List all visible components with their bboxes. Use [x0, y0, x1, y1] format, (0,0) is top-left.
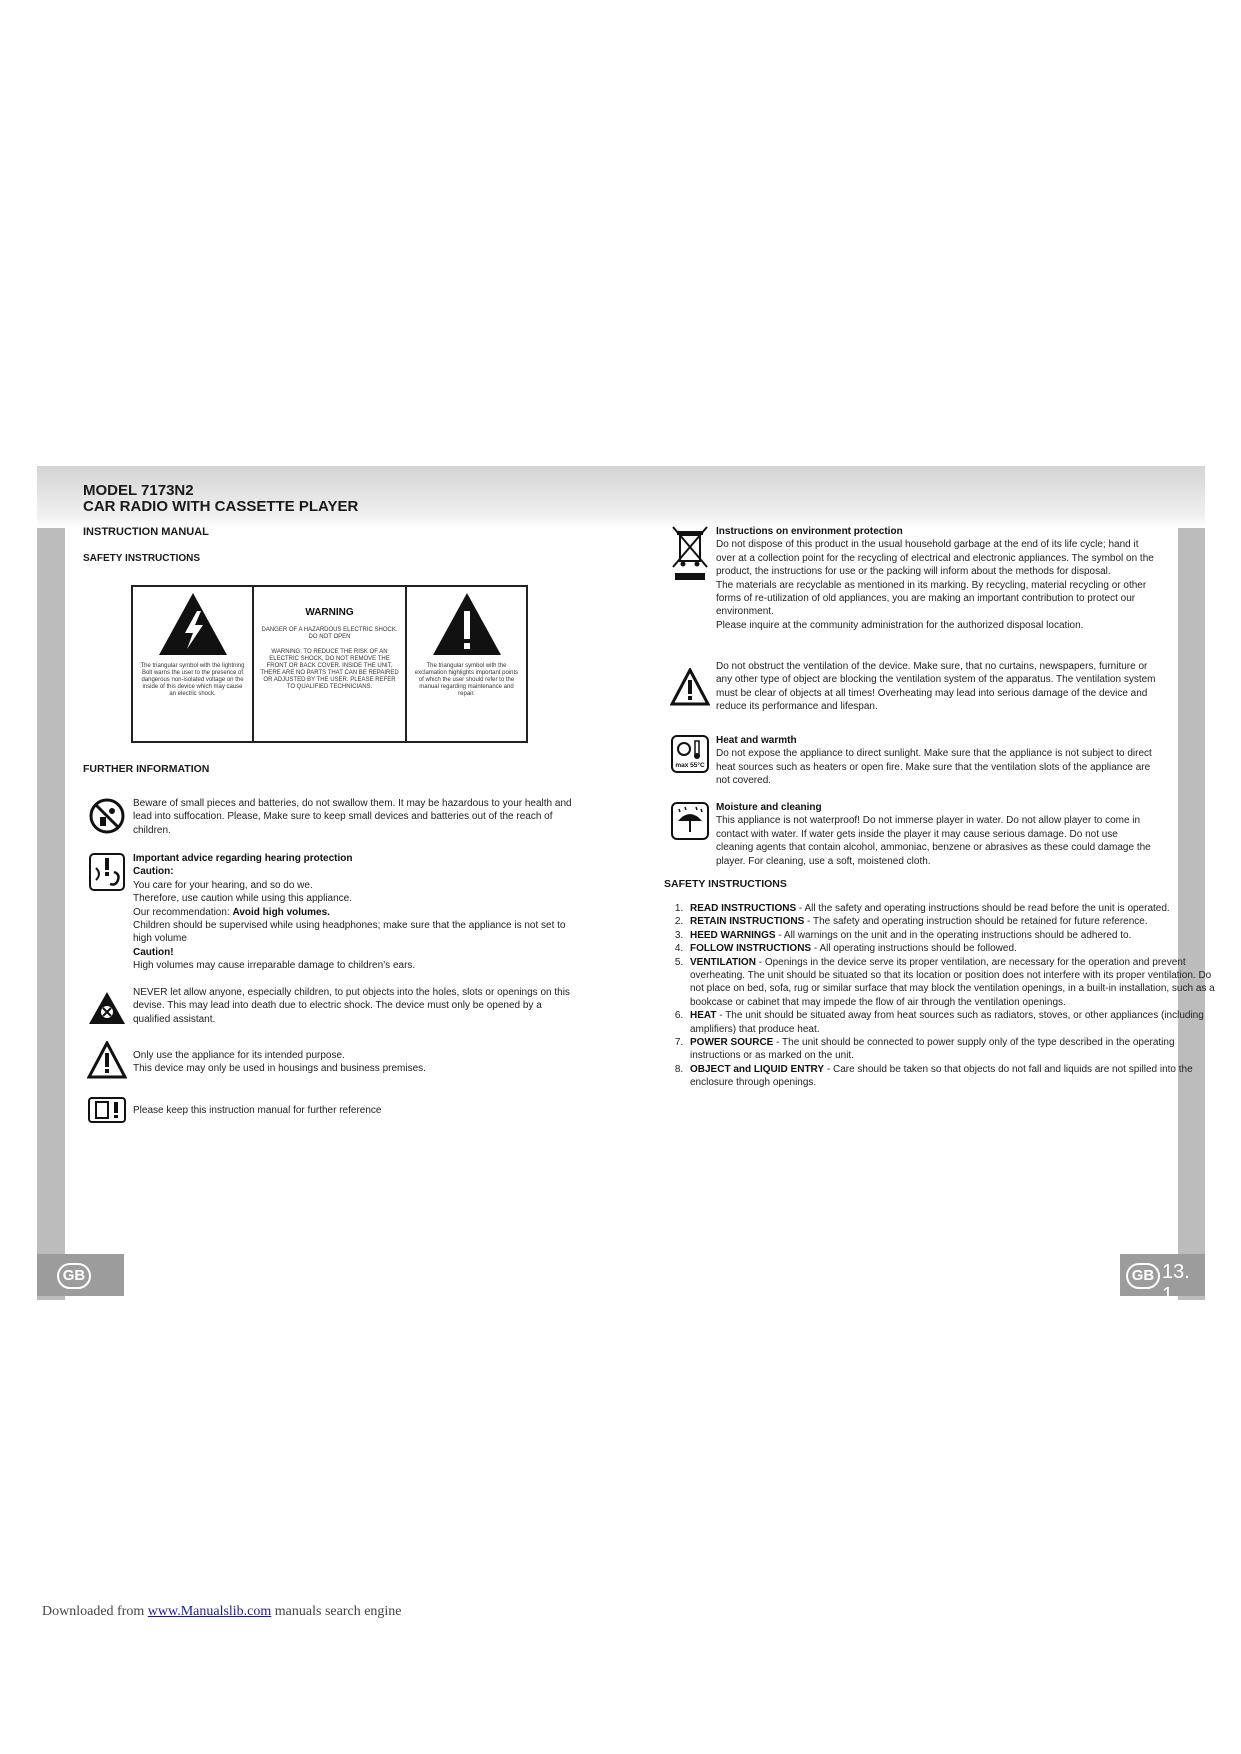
safety-list-item: [686, 956, 1226, 1010]
objects-notice: [81, 986, 621, 1026]
warning-danger-text: DANGER OF A HAZARDOUS ELECTRIC SHOCK. DO NOT OPEN: [261, 627, 398, 640]
safety-item-text: - Care should be taken so that objects do not fall and liquids are not spilled into the enclosure through openings.: [690, 1063, 1193, 1089]
shock-hazard-icon: [81, 986, 133, 1026]
heat-notice: [664, 734, 1204, 788]
footer-suffix: manuals search engine: [271, 1604, 402, 1619]
download-footer: [42, 1604, 402, 1620]
warning-title: WARNING: [305, 607, 354, 618]
hearing-line-2: Therefore, use caution while using this appliance.: [133, 893, 353, 905]
weee-bin-icon: [664, 525, 716, 632]
warning-box: [131, 585, 528, 743]
hearing-caution-2: Caution!: [133, 946, 174, 958]
heat-icon: [664, 734, 716, 788]
safety-instructions-heading-left: SAFETY INSTRUCTIONS: [83, 553, 201, 564]
instruction-manual-heading: INSTRUCTION MANUAL: [83, 526, 209, 538]
environment-notice: [664, 525, 1204, 632]
product-name: CAR RADIO WITH CASSETTE PLAYER: [83, 498, 359, 515]
manual-spread: [37, 466, 1215, 1306]
safety-instructions-list: [665, 902, 1226, 1090]
warning-exclamation-column: [407, 587, 526, 741]
hearing-line-3-bold: Avoid high volumes.: [232, 906, 330, 918]
manualslib-link[interactable]: www.Manualslib.com: [147, 1604, 272, 1619]
intended-use-warning-icon: [81, 1041, 133, 1079]
right-page-badge: [1120, 1254, 1205, 1306]
intended-use-line-1: Only use the appliance for its intended purpose.: [133, 1050, 345, 1061]
exclamation-caption: The triangular symbol with the exclamation highlights important points of which the user should refer to the manual regarding maintenance and repair.: [414, 663, 519, 697]
safety-item-text: - The unit should be connected to power supply only of the type described in the operating instructions or as marked on the unit.: [690, 1037, 1175, 1062]
moisture-title: Moisture and cleaning: [716, 802, 822, 813]
warning-lightning-column: [133, 587, 252, 741]
hearing-line-3-prefix: Our recommendation:: [133, 906, 233, 918]
intended-use-line-2: This device may only be used in housings and business premises.: [133, 1063, 426, 1075]
safety-item-title: HEED WARNINGS: [690, 929, 776, 941]
safety-item-title: POWER SOURCE: [690, 1037, 774, 1049]
page-title: [83, 483, 358, 515]
safety-list-item: [686, 942, 1226, 955]
safety-list-item: [686, 902, 1226, 915]
warning-text-column: [252, 587, 407, 741]
environment-title: Instructions on environment protection: [716, 526, 903, 537]
moisture-icon: [664, 801, 716, 868]
environment-paragraph-3: Please inquire at the community administration for the authorized disposal location.: [716, 619, 1084, 631]
moisture-notice: [664, 801, 1204, 868]
safety-list-item: [686, 1063, 1226, 1090]
safety-item-title: VENTILATION: [690, 956, 756, 968]
hearing-protection-notice: [81, 852, 621, 973]
safety-item-title: READ INSTRUCTIONS: [690, 903, 797, 914]
small-parts-notice: [81, 797, 621, 837]
safety-item-title: FOLLOW INSTRUCTIONS: [690, 943, 812, 955]
ventilation-text: Do not obstruct the ventilation of the device. Make sure, that no curtains, newspapers, furniture or any other type of object are blocking the ventilation system of the apparatus. The ventilation system must be clear of objects at all times! Overheating may lead into serious damage of the device and reduce its performance and lifespan.: [716, 661, 1156, 713]
safety-list-item: [686, 1036, 1226, 1063]
footer-prefix: Downloaded from: [42, 1604, 148, 1619]
intended-use-notice: [81, 1041, 621, 1079]
heat-icon-label: max 55°C: [675, 762, 705, 769]
safety-list-item: [686, 929, 1226, 942]
ventilation-notice: [664, 660, 1204, 714]
further-information-heading: FURTHER INFORMATION: [83, 763, 210, 775]
objects-text: NEVER let allow anyone, especially children, to put objects into the holes, slots or openings on this devise. This may lead into death due to electric shock. The device must only be opened by a qualified assistant.: [133, 987, 570, 1025]
lightning-caption: The triangular symbol with the lightning Bolt warns the user to the presence of dangerous non-isolated voltage on the inside of this device which may cause an electric shock.: [140, 663, 245, 697]
lightning-triangle-icon: [157, 591, 229, 657]
safety-item-title: HEAT: [690, 1010, 717, 1022]
safety-list-item: [686, 1009, 1226, 1036]
left-page-badge: [37, 1254, 124, 1296]
model-number: MODEL 7173N2: [83, 482, 194, 499]
safety-item-title: OBJECT and LIQUID ENTRY: [690, 1063, 825, 1075]
page-number: 13. 1: [1162, 1261, 1190, 1306]
exclamation-triangle-icon: [431, 591, 503, 657]
environment-paragraph-2: The materials are recyclable as mentioned in its marking. By recycling, material recycling or other forms of re-utilization of old appliances, you are making an important contribution to protect our environment.: [716, 579, 1147, 618]
warning-body-text: WARNING: TO REDUCE THE RISK OF AN ELECTRIC SHOCK, DO NOT REMOVE THE FRONT OR BACK COVER. INSIDE THE UNIT, THERE ARE NO PARTS THAT CAN BE REPAIRED OR ADJUSTED BY THE USER. PLEASE REFER TO QUALIFIED TECHNICIANS.: [260, 649, 399, 690]
safety-instructions-heading-right: SAFETY INSTRUCTIONS: [664, 878, 787, 890]
heat-title: Heat and warmth: [716, 735, 797, 746]
safety-item-text: - Openings in the device serve its proper ventilation, are necessary for the operation and prevent overheating. The unit should be situated so that its location or position does not interfere with its proper ventilation. Do not place on bed, sofa, rug or similar surface that may block the ventilation openings, in a built-in installation, such as a bookcase or cabinet that may impede the flow of air through the ventilation openings.: [690, 956, 1215, 1008]
safety-item-text: - All operating instructions should be followed.: [811, 943, 1017, 955]
environment-paragraph-1: Do not dispose of this product in the usual household garbage at the end of its life cycle; hand it over at a collection point for the recycling of electrical and electronic appliances. The symbol on the product, the instructions for use or the packing will inform about the methods for disposal.: [716, 539, 1154, 578]
safety-item-text: - The safety and operating instruction should be retained for future reference.: [804, 916, 1148, 928]
hearing-caution-1: Caution:: [133, 866, 174, 878]
manual-book-icon: [81, 1096, 133, 1124]
small-parts-text: Beware of small pieces and batteries, do not swallow them. It may be hazardous to your health and lead into suffocation. Please, Make sure to keep small devices and batteries out of the reach of children.: [133, 798, 572, 836]
hearing-icon: [81, 852, 133, 973]
keep-manual-notice: [81, 1096, 621, 1124]
safety-item-title: RETAIN INSTRUCTIONS: [690, 916, 805, 928]
moisture-text: This appliance is not waterproof! Do not immerse player in water. Do not allow player to come in contact with water. If water gets inside the player it may cause serious damage. Do not use cleaning agents that contain alcohol, ammoniac, benzene or abrasives as these could damage the player. For cleaning, use a soft, moistened cloth.: [716, 815, 1151, 867]
safety-list-item: [686, 915, 1226, 928]
safety-item-text: - The unit should be situated away from heat sources such as radiators, stoves, or other appliances (including amplifiers) that produce heat.: [690, 1010, 1204, 1035]
hearing-title: Important advice regarding hearing protection: [133, 853, 353, 864]
keep-manual-text: Please keep this instruction manual for further reference: [133, 1105, 382, 1116]
gb-language-badge-right: GB: [1126, 1263, 1160, 1289]
no-swallow-icon: [81, 797, 133, 837]
hearing-line-1: You care for your hearing, and so do we.: [133, 879, 313, 891]
safety-item-text: - All the safety and operating instructions should be read before the unit is operated.: [796, 903, 1170, 914]
hearing-line-4: Children should be supervised while using headphones; make sure that the appliance is not set to high volume: [133, 920, 566, 945]
hearing-line-5: High volumes may cause irreparable damage to children’s ears.: [133, 960, 416, 972]
safety-item-text: - All warnings on the unit and in the operating instructions should be adhered to.: [775, 929, 1132, 941]
gb-language-badge-left: GB: [57, 1263, 91, 1289]
ventilation-warning-icon: [664, 660, 716, 714]
left-margin-bar: [37, 528, 65, 1300]
heat-text: Do not expose the appliance to direct sunlight. Make sure that the appliance is not subject to direct heat sources such as heaters or open fire. Make sure that the ventilation slots of the appliance are not covered.: [716, 748, 1152, 787]
hearing-line-3: [133, 906, 573, 919]
